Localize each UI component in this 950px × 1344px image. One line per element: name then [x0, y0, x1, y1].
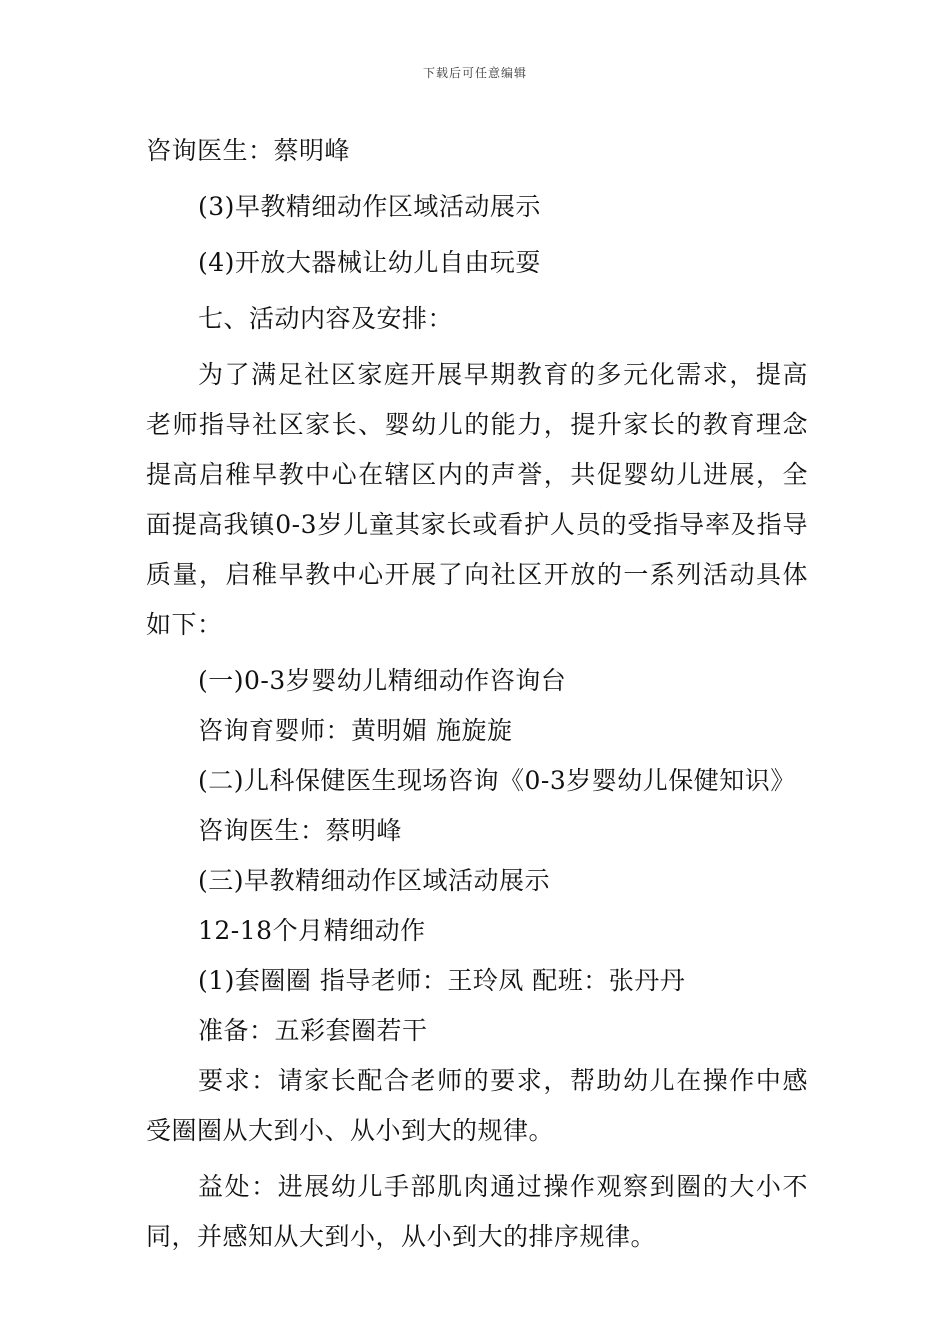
paragraph-section-3: (三)早教精细动作区域活动展示: [198, 866, 551, 895]
section-heading-7: 七、活动内容及安排：: [198, 304, 454, 333]
paragraph-requirements: 要求：请家长配合老师的要求，帮助幼儿在操作中感受圈圈从大到小、从小到大的规律。: [146, 1066, 808, 1145]
paragraph-benefits: 益处：进展幼儿手部肌肉通过操作观察到圈的大小不同，并感知从大到小，从小到大的排序规律。: [146, 1172, 808, 1251]
paragraph-consult-doctor-2: 咨询医生：蔡明峰: [198, 816, 403, 845]
paragraph-consult-doctor-1: 咨询医生：蔡明峰: [146, 136, 351, 165]
paragraph-section-1: (一)0-3岁婴幼儿精细动作咨询台: [198, 666, 567, 695]
paragraph-preparation: 准备：五彩套圈若干: [198, 1016, 428, 1045]
paragraph-age-range: 12-18个月精细动作: [198, 916, 426, 945]
paragraph-item-4: (4)开放大器械让幼儿自由玩耍: [198, 248, 541, 277]
document-body: [146, 126, 808, 1262]
page-header-note: 下载后可任意编辑: [422, 66, 527, 80]
paragraph-consultants: 咨询育婴师：黄明媚 施旋旋: [198, 716, 513, 745]
paragraph-item-3: (3)早教精细动作区域活动展示: [198, 192, 541, 221]
paragraph-activity-1: (1)套圈圈 指导老师：王玲凤 配班：张丹丹: [198, 966, 686, 995]
paragraph-intro: 为了满足社区家庭开展早期教育的多元化需求，提高老师指导社区家长、婴幼儿的能力，提升家长的教育理念提高启稚早教中心在辖区内的声誉，共促婴幼儿进展，全面提高我镇0-3岁儿童其家长或看护人员的受指导率及指导质量，启稚早教中心开展了向社区开放的一系列活动具体如下：: [146, 360, 808, 639]
paragraph-section-2: (二)儿科保健医生现场咨询《0-3岁婴幼儿保健知识》: [198, 766, 796, 795]
